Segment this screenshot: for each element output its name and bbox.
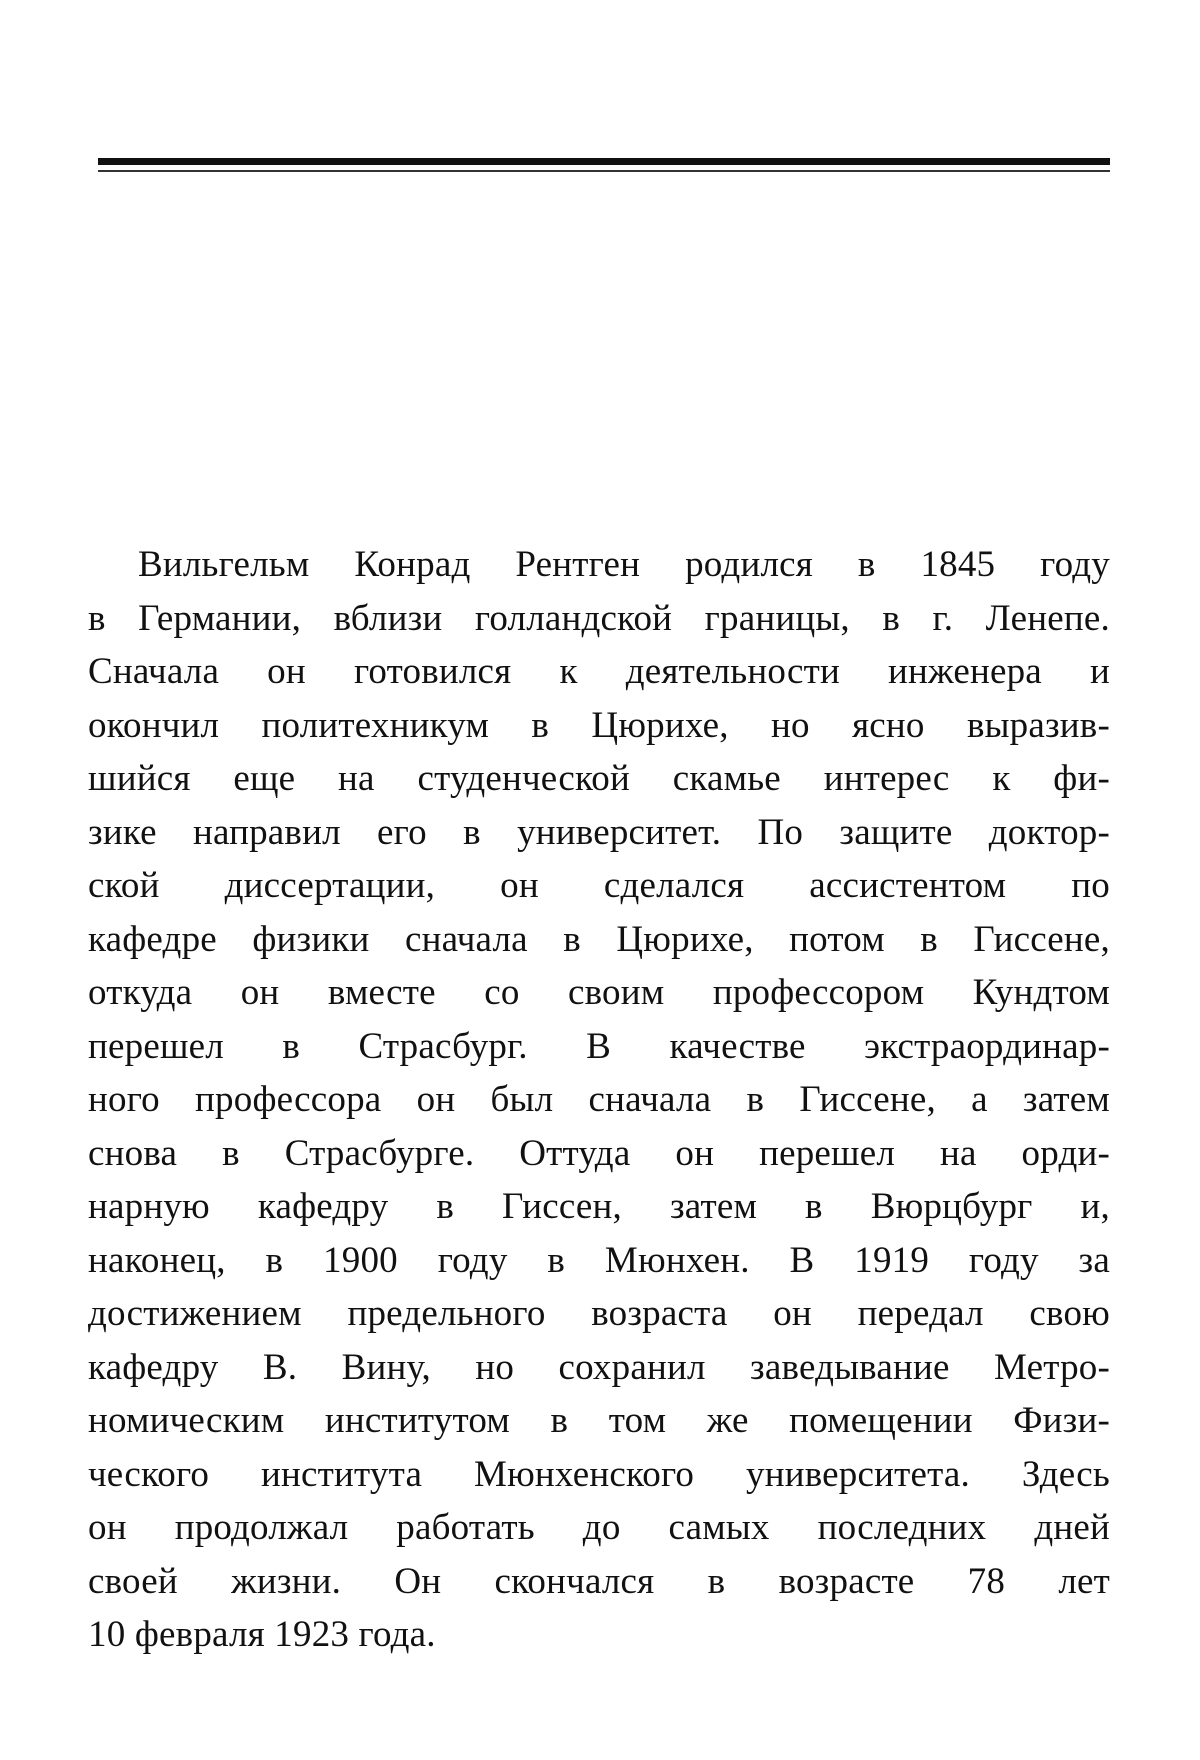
paragraph-line: кафедру В. Вину, но сохранил заведывание Метро- (88, 1346, 1110, 1388)
paragraph-line: в Германии, вблизи голландской границы, в г. Ленепе. (88, 597, 1110, 639)
paragraph-line: своей жизни. Он скончался в возрасте 78 лет (88, 1560, 1110, 1602)
paragraph-line: ческого института Мюнхенского университета. Здесь (88, 1453, 1110, 1495)
paragraph-line: нарную кафедру в Гиссен, затем в Вюрцбург и, (88, 1186, 1110, 1227)
paragraph-line: шийся еще на студенческой скамье интерес к фи- (88, 758, 1110, 799)
paragraph-line: ного профессора он был сначала в Гиссене, а затем (88, 1079, 1110, 1120)
paragraph-line: номическим институтом в том же помещении Физи- (88, 1400, 1110, 1441)
paragraph-line: зике направил его в университет. По защите доктор- (88, 811, 1110, 853)
paragraph-line: 10 февраля 1923 года. (88, 1614, 436, 1655)
paragraph-line: окончил политехникум в Цюрихе, но ясно выразив- (88, 704, 1110, 746)
paragraph-line: снова в Страсбурге. Оттуда он перешел на орди- (88, 1132, 1110, 1174)
biography-paragraph (88, 538, 1110, 1662)
paragraph-line: Сначала он готовился к деятельности инженера и (88, 651, 1110, 692)
paragraph-line: Вильгельм Конрад Рентген родился в 1845 году (138, 544, 1110, 585)
paragraph-line: достижением предельного возраста он передал свою (88, 1293, 1110, 1334)
paragraph-line: откуда он вместе со своим профессором Кундтом (88, 972, 1110, 1013)
paragraph-line: он продолжал работать до самых последних дней (88, 1507, 1110, 1548)
paragraph-line: кафедре физики сначала в Цюрихе, потом в Гиссене, (88, 918, 1110, 960)
top-rule (98, 158, 1110, 165)
top-rule-secondary (98, 170, 1110, 172)
paragraph-line: ской диссертации, он сделался ассистентом по (88, 865, 1110, 906)
paragraph-line: перешел в Страсбург. В качестве экстраординар- (88, 1025, 1110, 1067)
paragraph-line: наконец, в 1900 году в Мюнхен. В 1919 году за (88, 1239, 1110, 1281)
